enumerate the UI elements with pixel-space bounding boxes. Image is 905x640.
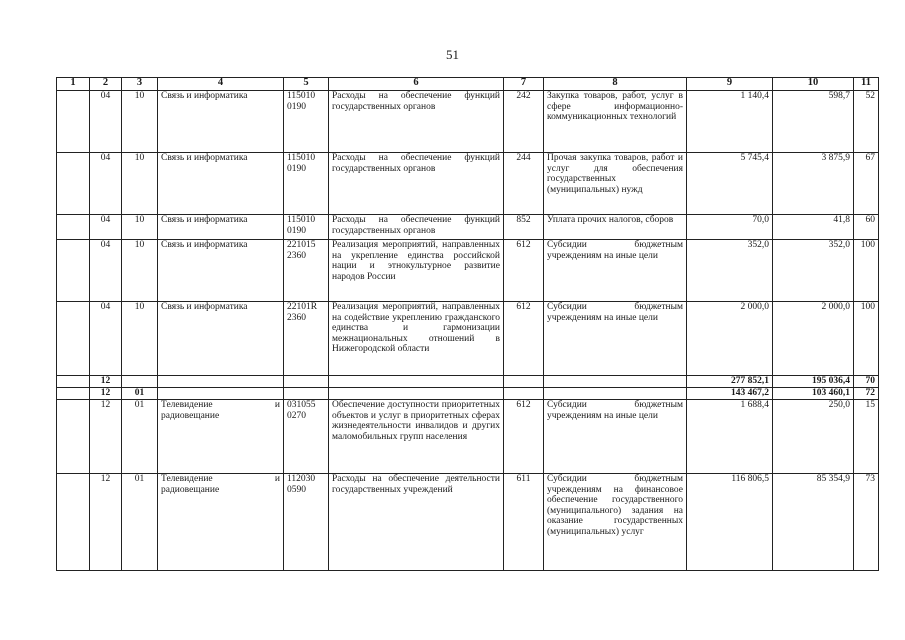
cell-article-name: Расходы на обеспечение деятельности государственных учреждений (329, 474, 504, 571)
cell-target-article: 115010 0190 (284, 215, 329, 240)
cell-target-article: 22101R 2360 (284, 302, 329, 376)
cell-article-name: Расходы на обеспечение функций государственных органов (329, 215, 504, 240)
cell-article-name: Реализация мероприятий, направленных на содействие укреплению гражданского единства и гармонизации межнациональных отношений в Нижегородской области (329, 302, 504, 376)
cell-plan: 1 140,4 (687, 91, 773, 153)
cell-expense-name: Субсидии бюджетным учреждениям на иные цели (544, 240, 687, 302)
col-header: 5 (284, 78, 329, 91)
table-row (57, 400, 879, 474)
col-header: 6 (329, 78, 504, 91)
cell-expense-name (544, 388, 687, 400)
cell-col1 (57, 240, 90, 302)
cell-section: 04 (90, 153, 122, 215)
col-header: 8 (544, 78, 687, 91)
cell-percent: 73 (854, 474, 879, 571)
cell-subsection: 10 (122, 153, 158, 215)
col-header: 10 (773, 78, 854, 91)
cell-expense-name: Прочая закупка товаров, работ и услуг для обеспечения государственных (муниципальных) нужд (544, 153, 687, 215)
cell-name: Связь и информатика (158, 153, 284, 215)
table-row (57, 215, 879, 240)
cell-subsection: 10 (122, 91, 158, 153)
cell-percent: 60 (854, 215, 879, 240)
cell-plan: 70,0 (687, 215, 773, 240)
table-row (57, 91, 879, 153)
cell-target-article (284, 388, 329, 400)
cell-subsection (122, 376, 158, 388)
cell-name (158, 376, 284, 388)
cell-section: 12 (90, 474, 122, 571)
cell-col1 (57, 400, 90, 474)
cell-subsection: 01 (122, 388, 158, 400)
cell-target-article: 221015 2360 (284, 240, 329, 302)
cell-col1 (57, 388, 90, 400)
cell-article-name: Расходы на обеспечение функций государственных органов (329, 91, 504, 153)
cell-executed: 103 460,1 (773, 388, 854, 400)
cell-percent: 15 (854, 400, 879, 474)
cell-col1 (57, 215, 90, 240)
col-header: 7 (504, 78, 544, 91)
table-row (57, 474, 879, 571)
cell-expense-type (504, 376, 544, 388)
cell-executed: 85 354,9 (773, 474, 854, 571)
cell-target-article: 031055 0270 (284, 400, 329, 474)
cell-article-name (329, 376, 504, 388)
cell-subsection: 10 (122, 240, 158, 302)
cell-expense-name: Субсидии бюджетным учреждениям на иные цели (544, 400, 687, 474)
col-header: 3 (122, 78, 158, 91)
cell-article-name: Реализация мероприятий, направленных на укрепление единства российской нации и этнокультурное развитие народов России (329, 240, 504, 302)
cell-percent: 70 (854, 376, 879, 388)
cell-expense-type: 612 (504, 240, 544, 302)
col-header: 4 (158, 78, 284, 91)
cell-section: 04 (90, 215, 122, 240)
cell-expense-type (504, 388, 544, 400)
col-header: 1 (57, 78, 90, 91)
cell-executed: 195 036,4 (773, 376, 854, 388)
cell-executed: 598,7 (773, 91, 854, 153)
cell-col1 (57, 302, 90, 376)
cell-subsection: 01 (122, 474, 158, 571)
cell-name: Телевидение и радиовещание (158, 474, 284, 571)
cell-name: Связь и информатика (158, 302, 284, 376)
cell-expense-name: Субсидии бюджетным учреждениям на иные цели (544, 302, 687, 376)
table-row (57, 302, 879, 376)
cell-subsection: 10 (122, 215, 158, 240)
subtotal-row (57, 376, 879, 388)
header-row (57, 78, 879, 91)
cell-name: Связь и информатика (158, 240, 284, 302)
cell-target-article: 115010 0190 (284, 153, 329, 215)
page-number: 51 (446, 47, 459, 62)
col-header: 9 (687, 78, 773, 91)
cell-subsection: 10 (122, 302, 158, 376)
cell-plan: 143 467,2 (687, 388, 773, 400)
budget-table (56, 77, 879, 571)
col-header: 11 (854, 78, 879, 91)
cell-section: 12 (90, 400, 122, 474)
cell-target-article: 112030 0590 (284, 474, 329, 571)
cell-name: Телевидение и радиовещание (158, 400, 284, 474)
cell-article-name: Обеспечение доступности приоритетных объектов и услуг в приоритетных сферах жизнедеятельности инвалидов и других маломобильных групп населения (329, 400, 504, 474)
cell-executed: 3 875,9 (773, 153, 854, 215)
cell-expense-type: 852 (504, 215, 544, 240)
cell-section: 04 (90, 91, 122, 153)
cell-expense-name: Уплата прочих налогов, сборов (544, 215, 687, 240)
cell-subsection: 01 (122, 400, 158, 474)
cell-col1 (57, 474, 90, 571)
cell-target-article (284, 376, 329, 388)
cell-plan: 352,0 (687, 240, 773, 302)
cell-percent: 52 (854, 91, 879, 153)
cell-name: Связь и информатика (158, 215, 284, 240)
cell-col1 (57, 153, 90, 215)
cell-expense-name (544, 376, 687, 388)
cell-percent: 67 (854, 153, 879, 215)
cell-plan: 1 688,4 (687, 400, 773, 474)
cell-section: 04 (90, 302, 122, 376)
cell-expense-name: Закупка товаров, работ, услуг в сфере информационно-коммуникационных технологий (544, 91, 687, 153)
cell-percent: 72 (854, 388, 879, 400)
cell-plan: 116 806,5 (687, 474, 773, 571)
col-header: 2 (90, 78, 122, 91)
cell-executed: 352,0 (773, 240, 854, 302)
cell-percent: 100 (854, 302, 879, 376)
cell-executed: 2 000,0 (773, 302, 854, 376)
table-row (57, 153, 879, 215)
cell-name: Связь и информатика (158, 91, 284, 153)
cell-expense-type: 611 (504, 474, 544, 571)
subtotal-row (57, 388, 879, 400)
cell-expense-type: 612 (504, 302, 544, 376)
cell-plan: 2 000,0 (687, 302, 773, 376)
cell-col1 (57, 376, 90, 388)
cell-col1 (57, 91, 90, 153)
cell-plan: 5 745,4 (687, 153, 773, 215)
cell-percent: 100 (854, 240, 879, 302)
cell-section: 04 (90, 240, 122, 302)
cell-expense-type: 612 (504, 400, 544, 474)
cell-target-article: 115010 0190 (284, 91, 329, 153)
cell-section: 12 (90, 388, 122, 400)
cell-expense-type: 244 (504, 153, 544, 215)
cell-executed: 41,8 (773, 215, 854, 240)
cell-plan: 277 852,1 (687, 376, 773, 388)
cell-article-name (329, 388, 504, 400)
cell-article-name: Расходы на обеспечение функций государственных органов (329, 153, 504, 215)
cell-executed: 250,0 (773, 400, 854, 474)
cell-name (158, 388, 284, 400)
cell-section: 12 (90, 376, 122, 388)
cell-expense-type: 242 (504, 91, 544, 153)
cell-expense-name: Субсидии бюджетным учреждениям на финансовое обеспечение государственного (муниципального) задания на оказание государственных (муниципальных) услуг (544, 474, 687, 571)
table-row (57, 240, 879, 302)
